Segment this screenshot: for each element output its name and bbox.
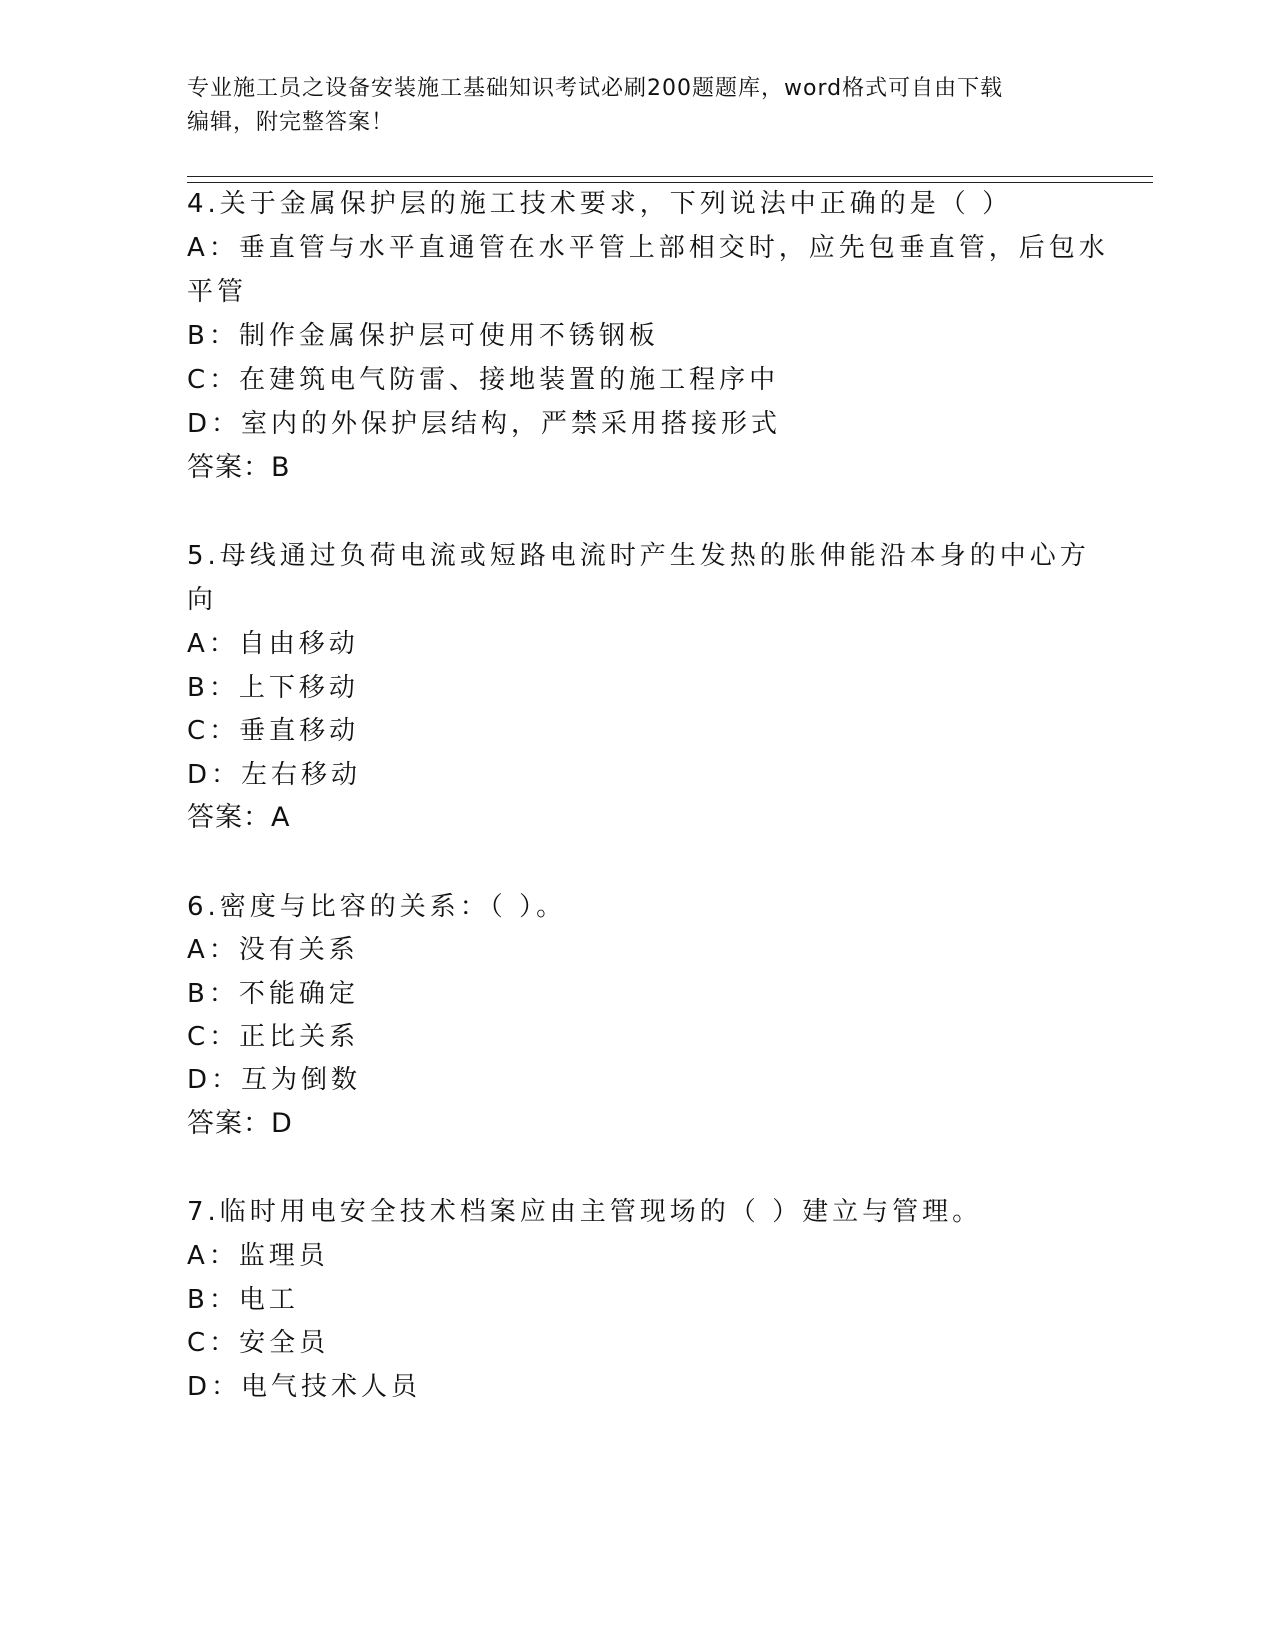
option-a: A：垂直管与水平直通管在水平管上部相交时，应先包垂直管，后包水 [187, 233, 1109, 263]
document-title [187, 72, 1087, 140]
question-stem: 5.母线通过负荷电流或短路电流时产生发热的胀伸能沿本身的中心方 [187, 541, 1090, 571]
option-d: D：互为倒数 [187, 1065, 362, 1095]
question-stem: 7.临时用电安全技术档案应由主管现场的（ ）建立与管理。 [187, 1197, 983, 1227]
option-b: B：制作金属保护层可使用不锈钢板 [187, 321, 659, 351]
option-d: D：左右移动 [187, 760, 362, 790]
option-d: D：室内的外保护层结构，严禁采用搭接形式 [187, 409, 782, 439]
option-c: C：安全员 [187, 1328, 330, 1358]
option-d: D：电气技术人员 [187, 1372, 422, 1402]
option-c: C：正比关系 [187, 1022, 360, 1052]
option-a: A：监理员 [187, 1241, 329, 1271]
option-c: C：在建筑电气防雷、接地装置的施工程序中 [187, 365, 780, 395]
answer-label: 答案：A [187, 802, 291, 833]
option-a-continued: 平管 [187, 277, 248, 307]
option-b: B：不能确定 [187, 979, 359, 1009]
option-a: A：自由移动 [187, 629, 359, 659]
option-b: B：上下移动 [187, 673, 359, 703]
title-line-2: 编辑，附完整答案！ [187, 110, 395, 135]
option-a: A：没有关系 [187, 935, 359, 965]
question-stem: 6.密度与比容的关系：（ ）。 [187, 892, 567, 922]
answer-label: 答案：B [187, 452, 291, 483]
title-line-1: 专业施工员之设备安装施工基础知识考试必刷200题题库，word格式可自由下载 [187, 76, 1004, 101]
question-stem: 4.关于金属保护层的施工技术要求，下列说法中正确的是（ ） [187, 189, 1013, 219]
option-b: B：电工 [187, 1285, 299, 1315]
header-divider-top [187, 176, 1153, 177]
header-divider-bottom [187, 182, 1153, 183]
option-c: C：垂直移动 [187, 716, 360, 746]
question-stem-continued: 向 [187, 585, 218, 615]
answer-label: 答案：D [187, 1108, 293, 1139]
